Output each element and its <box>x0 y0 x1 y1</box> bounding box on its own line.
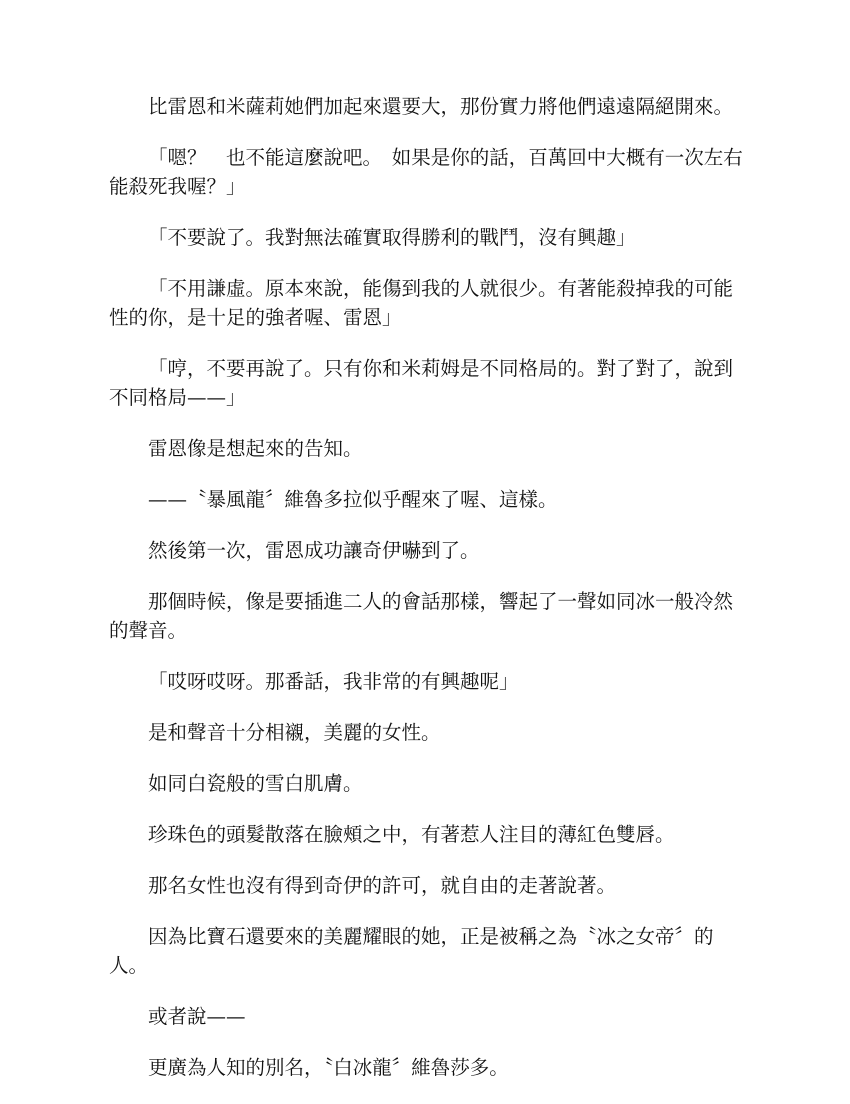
paragraph: 或者說—— <box>148 1005 246 1028</box>
paragraph: 然後第一次，雷恩成功讓奇伊嚇到了。 <box>148 539 480 562</box>
paragraph: 「不用謙虛。原本來說，能傷到我的人就很少。有著能殺掉我的可能性的你，是十足的強者喔、雷恩」 <box>109 277 734 329</box>
paragraph: 「嗯？ 也不能這麼說吧。 如果是你的話，百萬回中大概有一次左右能殺死我喔？」 <box>109 146 743 198</box>
paragraph: ——〝暴風龍〞維魯多拉似乎醒來了喔、這樣。 <box>148 488 558 511</box>
paragraph: 那個時候，像是要插進二人的會話那樣，響起了一聲如同冰一般冷然的聲音。 <box>109 590 734 642</box>
paragraph: 更廣為人知的別名，〝白冰龍〞維魯莎多。 <box>148 1056 509 1079</box>
paragraph: 是和聲音十分相襯，美麗的女性。 <box>148 721 441 744</box>
paragraph: 比雷恩和米薩莉她們加起來還要大，那份實力將他們遠遠隔絕開來。 <box>148 95 734 118</box>
text-body <box>109 92 749 1104</box>
paragraph: 因為比寶石還要來的美麗耀眼的她，正是被稱之為〝冰之女帝〞的人。 <box>109 925 714 977</box>
paragraph: 珍珠色的頭髮散落在臉頰之中，有著惹人注目的薄紅色雙唇。 <box>148 823 675 846</box>
paragraph: 「哼，不要再說了。只有你和米莉姆是不同格局的。對了對了，說到不同格局——」 <box>109 357 734 409</box>
paragraph: 雷恩像是想起來的告知。 <box>148 437 363 460</box>
paragraph: 「不要說了。我對無法確實取得勝利的戰鬥，沒有興趣」 <box>148 226 636 249</box>
paragraph: 如同白瓷般的雪白肌膚。 <box>148 772 363 795</box>
paragraph: 「哎呀哎呀。那番話，我非常的有興趣呢」 <box>148 670 519 693</box>
paragraph: 那名女性也沒有得到奇伊的許可，就自由的走著說著。 <box>148 874 617 897</box>
